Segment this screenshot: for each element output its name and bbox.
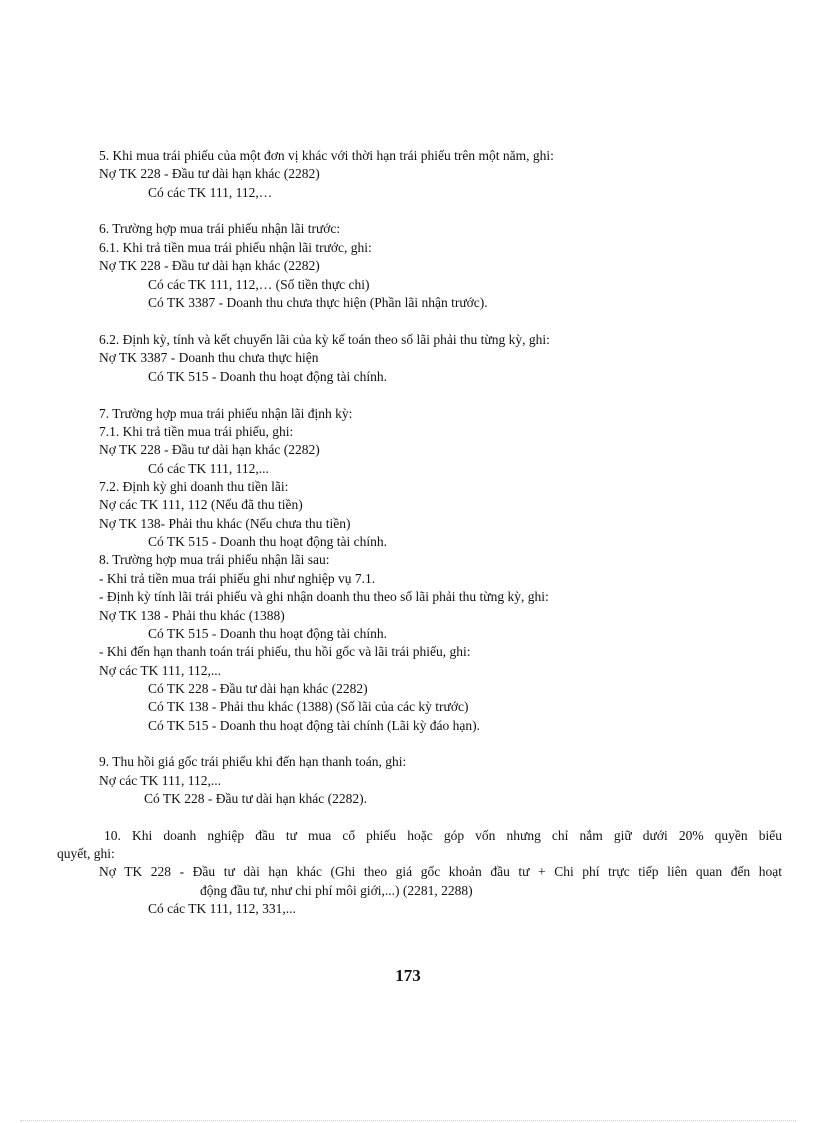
section-8-title: 8. Trường hợp mua trái phiếu nhận lãi sau: [99, 552, 330, 567]
section-7-2-title: 7.2. Định kỳ ghi doanh thu tiền lãi: [99, 479, 289, 494]
section-10-debit-line-1: Nợ TK 228 - Đầu tư dài hạn khác (Ghi theo giá gốc khoản đầu tư + Chi phí trực tiếp liên quan đến hoạt [99, 864, 782, 879]
section-7-2-debit-b: Nợ TK 138- Phải thu khác (Nếu chưa thu tiền) [99, 516, 351, 531]
section-6-title: 6. Trường hợp mua trái phiếu nhận lãi trước: [99, 221, 341, 236]
section-10-title-line-2: quyết, ghi: [57, 846, 115, 861]
section-7-1-debit: Nợ TK 228 - Đầu tư dài hạn khác (2282) [99, 442, 320, 457]
section-6-1-credit-a: Có các TK 111, 112,… (Số tiền thực chi) [148, 277, 370, 292]
section-8-debit-3: Nợ các TK 111, 112,... [99, 663, 221, 678]
section-10-title-line-1: 10. Khi doanh nghiệp đầu tư mua cổ phiếu hoặc góp vốn nhưng chỉ nắm giữ dưới 20% quyền biểu [104, 828, 782, 843]
section-10-debit-line-2: động đầu tư, như chi phí môi giới,...) (2281, 2288) [200, 883, 473, 898]
section-6-2-debit: Nợ TK 3387 - Doanh thu chưa thực hiện [99, 350, 319, 365]
section-8-credit-2: Có TK 515 - Doanh thu hoạt động tài chính. [148, 626, 387, 641]
section-5-debit: Nợ TK 228 - Đầu tư dài hạn khác (2282) [99, 166, 320, 181]
section-6-2-credit: Có TK 515 - Doanh thu hoạt động tài chính. [148, 369, 387, 384]
section-8-credit-3c: Có TK 515 - Doanh thu hoạt động tài chính (Lãi kỳ đáo hạn). [148, 718, 480, 733]
section-6-1-credit-b: Có TK 3387 - Doanh thu chưa thực hiện (Phần lãi nhận trước). [148, 295, 488, 310]
section-8-bullet-2: - Định kỳ tính lãi trái phiếu và ghi nhận doanh thu theo số lãi phải thu từng kỳ, ghi: [99, 589, 549, 604]
section-6-1-debit: Nợ TK 228 - Đầu tư dài hạn khác (2282) [99, 258, 320, 273]
section-8-bullet-3: - Khi đến hạn thanh toán trái phiếu, thu hồi gốc và lãi trái phiếu, ghi: [99, 644, 471, 659]
section-7-2-credit: Có TK 515 - Doanh thu hoạt động tài chính. [148, 534, 387, 549]
section-8-credit-3a: Có TK 228 - Đầu tư dài hạn khác (2282) [148, 681, 368, 696]
section-8-bullet-1: - Khi trả tiền mua trái phiếu ghi như nghiệp vụ 7.1. [99, 571, 376, 586]
page-bottom-rule [20, 1120, 796, 1121]
section-5-credit: Có các TK 111, 112,… [148, 185, 273, 200]
section-9-title: 9. Thu hồi giá gốc trái phiếu khi đến hạn thanh toán, ghi: [99, 754, 407, 769]
section-8-debit-2: Nợ TK 138 - Phải thu khác (1388) [99, 608, 285, 623]
section-9-credit: Có TK 228 - Đầu tư dài hạn khác (2282). [144, 791, 368, 806]
section-7-1-credit: Có các TK 111, 112,... [148, 461, 269, 476]
section-9-debit: Nợ các TK 111, 112,... [99, 773, 221, 788]
page-number: 173 [395, 966, 421, 985]
section-8-credit-3b: Có TK 138 - Phải thu khác (1388) (Số lãi của các kỳ trước) [148, 699, 469, 714]
section-6-2-title: 6.2. Định kỳ, tính và kết chuyển lãi của kỳ kế toán theo số lãi phải thu từng kỳ, ghi: [99, 332, 550, 347]
section-7-1-title: 7.1. Khi trả tiền mua trái phiếu, ghi: [99, 424, 294, 439]
section-10-credit: Có các TK 111, 112, 331,... [148, 901, 296, 916]
section-7-2-debit-a: Nợ các TK 111, 112 (Nếu đã thu tiền) [99, 497, 303, 512]
section-7-title: 7. Trường hợp mua trái phiếu nhận lãi định kỳ: [99, 406, 353, 421]
section-5-title: 5. Khi mua trái phiếu của một đơn vị khác với thời hạn trái phiếu trên một năm, ghi: [99, 148, 554, 163]
section-6-1-title: 6.1. Khi trả tiền mua trái phiếu nhận lãi trước, ghi: [99, 240, 372, 255]
